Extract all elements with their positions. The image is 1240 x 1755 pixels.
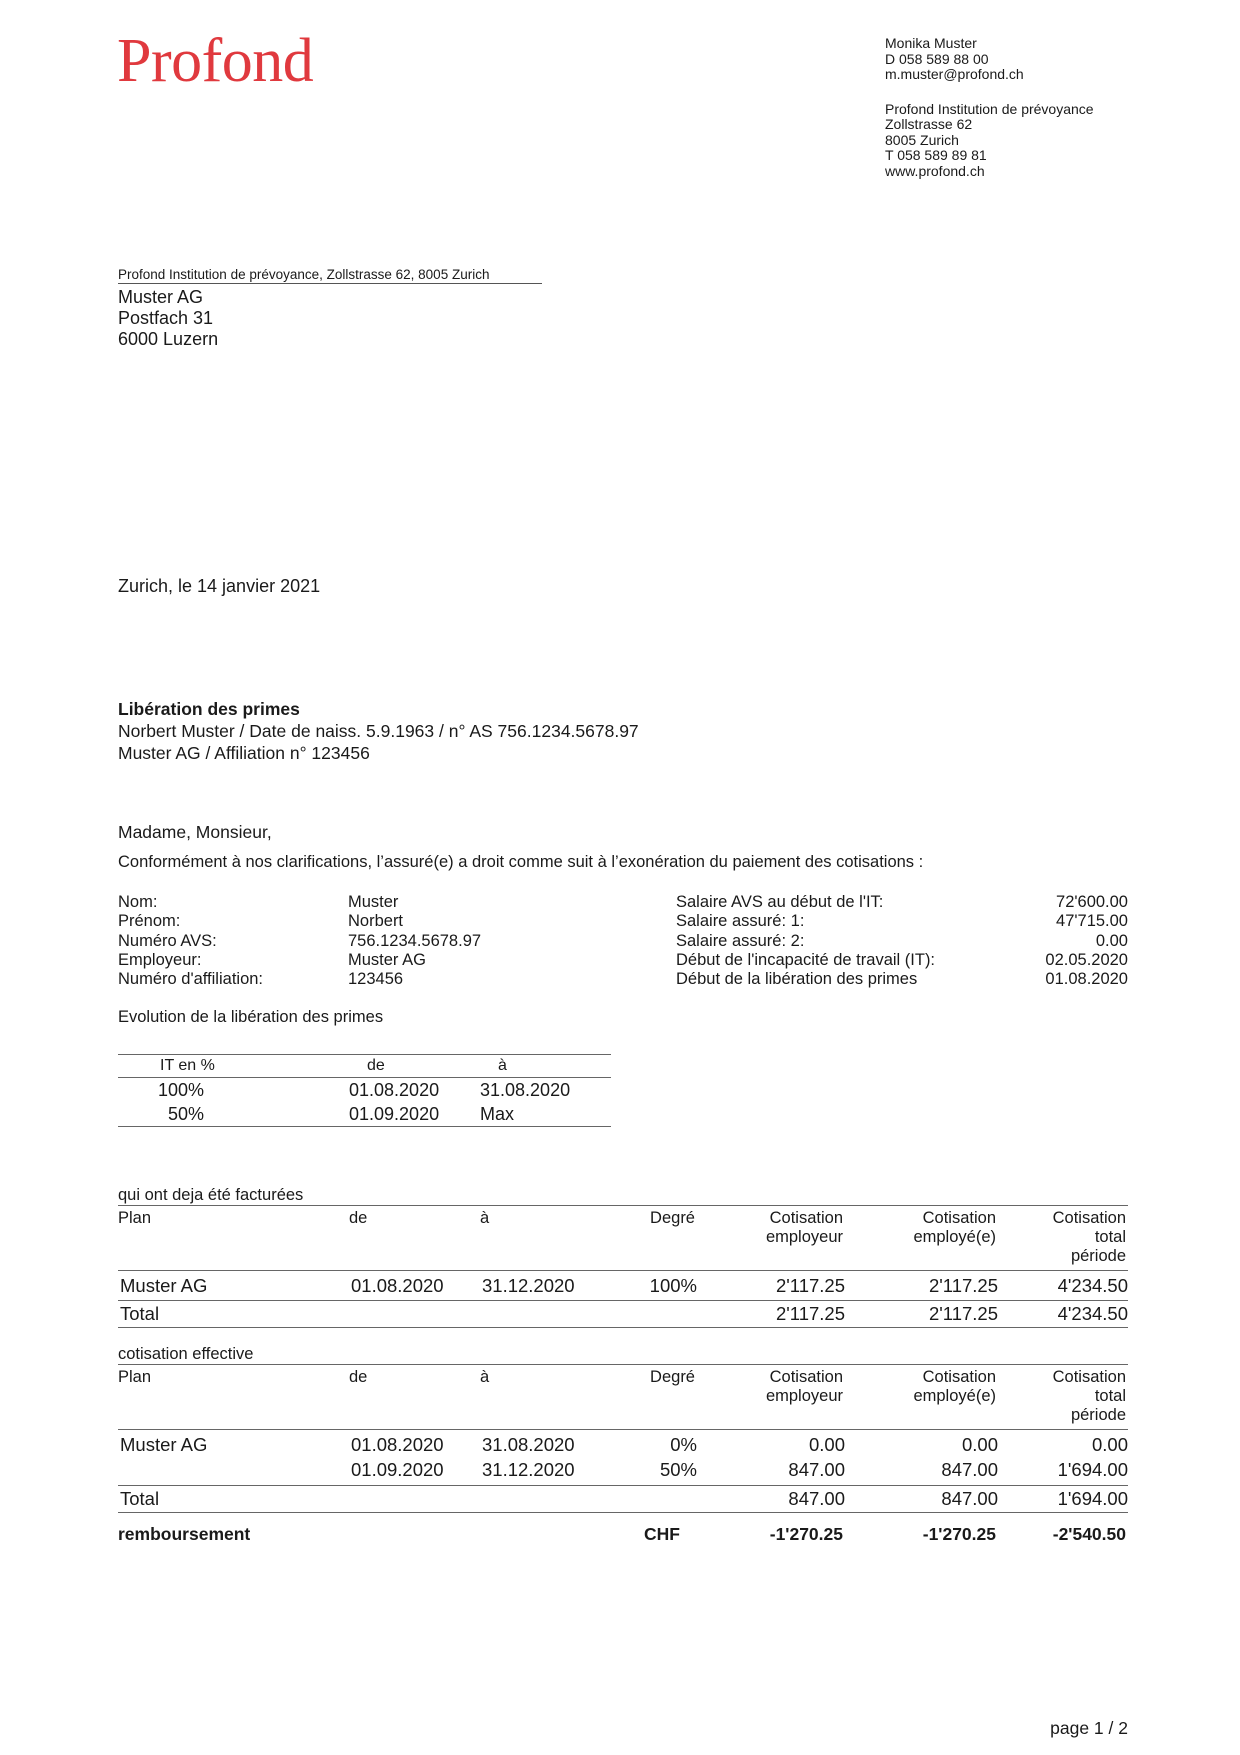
info-label: Début de l'incapacité de travail (IT): [676, 950, 936, 969]
intro-text: Conformément à nos clarifications, l’assuré(e) a droit comme suit à l’exonération du paiement des cotisations : [118, 853, 924, 871]
info-label: Numéro AVS: [118, 931, 217, 950]
header-from: de [367, 1057, 385, 1074]
direct-phone: D 058 589 88 00 [885, 50, 989, 67]
info-row [118, 912, 638, 931]
it-to: Max [480, 1104, 515, 1124]
subject-line1: Norbert Muster / Date de naiss. 5.9.1963 / n° AS 756.1234.5678.97 [118, 721, 639, 741]
billed-section [118, 1186, 1128, 1328]
header-total: Cotisation total période [1052, 1209, 1126, 1265]
cell-from: 01.08.2020 [351, 1275, 444, 1296]
total-employee: 2'117.25 [928, 1303, 998, 1324]
cell-total: 0.00 [1091, 1434, 1128, 1455]
recipient-name: Muster AG [118, 287, 204, 307]
cell-plan: Muster AG [120, 1434, 208, 1455]
header-to: à [498, 1057, 507, 1074]
info-label: Numéro d'affiliation: [118, 970, 264, 989]
salary-info [676, 893, 1128, 989]
effective-total-row [118, 1485, 1128, 1513]
institution-phone: T 058 589 89 81 [885, 147, 987, 163]
refund-label: remboursement [118, 1524, 251, 1544]
effective-section [118, 1345, 1128, 1513]
info-label: Salaire AVS au début de l'IT: [676, 893, 884, 911]
info-row [676, 912, 1128, 931]
evolution-title: Evolution de la libération des primes [118, 1008, 384, 1026]
header-plan: Plan [118, 1209, 152, 1227]
place-date: Zurich, le 14 janvier 2021 [118, 576, 321, 596]
cell-degree: 0% [670, 1434, 697, 1455]
it-from: 01.09.2020 [349, 1104, 440, 1124]
header-employee: Cotisation employé(e) [913, 1209, 996, 1246]
return-address: Profond Institution de prévoyance, Zollstrasse 62, 8005 Zurich [118, 267, 542, 284]
cell-to: 31.08.2020 [482, 1434, 575, 1455]
cell-employee: 0.00 [961, 1434, 998, 1455]
institution-web: www.profond.ch [885, 162, 985, 179]
cell-plan: Muster AG [120, 1275, 208, 1296]
institution-name: Profond Institution de prévoyance [885, 100, 1094, 117]
institution-city: 8005 Zurich [885, 131, 959, 148]
info-value: 123456 [348, 970, 404, 989]
evolution-row [118, 1078, 611, 1102]
cell-employer: 847.00 [788, 1459, 845, 1480]
refund-employee: -1'270.25 [922, 1524, 996, 1544]
cell-plan [118, 1457, 351, 1482]
total-label: Total [120, 1303, 160, 1324]
info-value: 02.05.2020 [1045, 950, 1128, 969]
subject-block [118, 698, 639, 764]
company-logo: Profond [117, 27, 314, 95]
salutation: Madame, Monsieur, [118, 822, 272, 842]
table-row [118, 1432, 1128, 1457]
info-value: Muster [348, 893, 399, 911]
recipient-line2: Postfach 31 [118, 308, 214, 328]
header-from: de [349, 1209, 368, 1227]
contact-email: m.muster@profond.ch [885, 66, 1024, 82]
info-row [118, 970, 638, 989]
it-from: 01.08.2020 [349, 1080, 440, 1100]
sender-block [885, 36, 1094, 179]
header-it-pct: IT en % [160, 1057, 215, 1074]
info-label: Salaire assuré: 1: [676, 912, 805, 931]
header-to: à [480, 1368, 490, 1386]
info-row [118, 932, 638, 951]
cell-from: 01.08.2020 [351, 1434, 444, 1455]
info-value: 72'600.00 [1056, 893, 1128, 911]
evolution-row [118, 1102, 611, 1126]
info-row [118, 951, 638, 970]
table-row [118, 1457, 1128, 1482]
effective-title: cotisation effective [118, 1345, 254, 1363]
institution-street: Zollstrasse 62 [885, 116, 973, 132]
it-pct: 50% [167, 1104, 204, 1124]
info-row [118, 893, 638, 912]
page-number: page 1 / 2 [1050, 1718, 1128, 1738]
header-total: Cotisation total période [1052, 1368, 1126, 1424]
info-label: Employeur: [118, 950, 202, 969]
it-pct: 100% [157, 1080, 204, 1100]
effective-header [118, 1364, 1128, 1430]
info-row [676, 893, 1128, 912]
info-value: Muster AG [348, 950, 426, 969]
total-employer: 847.00 [788, 1488, 845, 1509]
cell-total: 4'234.50 [1057, 1275, 1128, 1296]
table-row [118, 1271, 1128, 1300]
info-value: 47'715.00 [1056, 912, 1128, 931]
subject-title: Libération des primes [118, 699, 300, 719]
header-plan: Plan [118, 1368, 152, 1386]
header-to: à [480, 1209, 490, 1227]
info-value: 756.1234.5678.97 [348, 931, 482, 950]
evolution-table [118, 1054, 611, 1127]
total-label: Total [120, 1488, 160, 1509]
cell-degree: 50% [659, 1459, 697, 1480]
header-degree: Degré [650, 1368, 695, 1386]
header-degree: Degré [650, 1209, 695, 1227]
cell-degree: 100% [649, 1275, 697, 1296]
billed-title: qui ont deja été facturées [118, 1186, 304, 1204]
total-employer: 2'117.25 [775, 1303, 845, 1324]
refund-currency: CHF [644, 1524, 680, 1544]
info-label: Début de la libération des primes [676, 970, 918, 989]
refund-employer: -1'270.25 [769, 1524, 843, 1544]
cell-to: 31.12.2020 [482, 1275, 575, 1296]
cell-employee: 2'117.25 [928, 1275, 998, 1296]
info-row [676, 932, 1128, 951]
cell-employer: 2'117.25 [775, 1275, 845, 1296]
contact-name: Monika Muster [885, 35, 977, 51]
cell-from: 01.09.2020 [351, 1459, 444, 1480]
refund-total: -2'540.50 [1052, 1524, 1126, 1544]
info-label: Nom: [118, 893, 158, 911]
info-row [676, 951, 1128, 970]
cell-employer: 0.00 [808, 1434, 845, 1455]
it-to: 31.08.2020 [480, 1080, 571, 1100]
info-row [676, 970, 1128, 989]
billed-header [118, 1205, 1128, 1271]
info-label: Salaire assuré: 2: [676, 931, 805, 950]
subject-line2: Muster AG / Affiliation n° 123456 [118, 743, 370, 763]
cell-employee: 847.00 [941, 1459, 998, 1480]
recipient-line3: 6000 Luzern [118, 329, 219, 349]
refund-row [118, 1524, 1128, 1545]
header-employer: Cotisation employeur [765, 1209, 843, 1246]
cell-total: 1'694.00 [1057, 1459, 1128, 1480]
total-total: 4'234.50 [1057, 1303, 1128, 1324]
total-employee: 847.00 [941, 1488, 998, 1509]
info-label: Prénom: [118, 912, 181, 931]
header-from: de [349, 1368, 368, 1386]
cell-to: 31.12.2020 [482, 1459, 575, 1480]
insured-info [118, 893, 638, 989]
billed-total-row [118, 1300, 1128, 1328]
evolution-header [118, 1055, 611, 1078]
info-value: 01.08.2020 [1045, 970, 1128, 989]
recipient-address [118, 287, 218, 350]
info-value: Norbert [348, 912, 404, 931]
header-employee: Cotisation employé(e) [913, 1368, 996, 1405]
header-employer: Cotisation employeur [765, 1368, 843, 1405]
info-value: 0.00 [1095, 931, 1128, 950]
total-total: 1'694.00 [1057, 1488, 1128, 1509]
